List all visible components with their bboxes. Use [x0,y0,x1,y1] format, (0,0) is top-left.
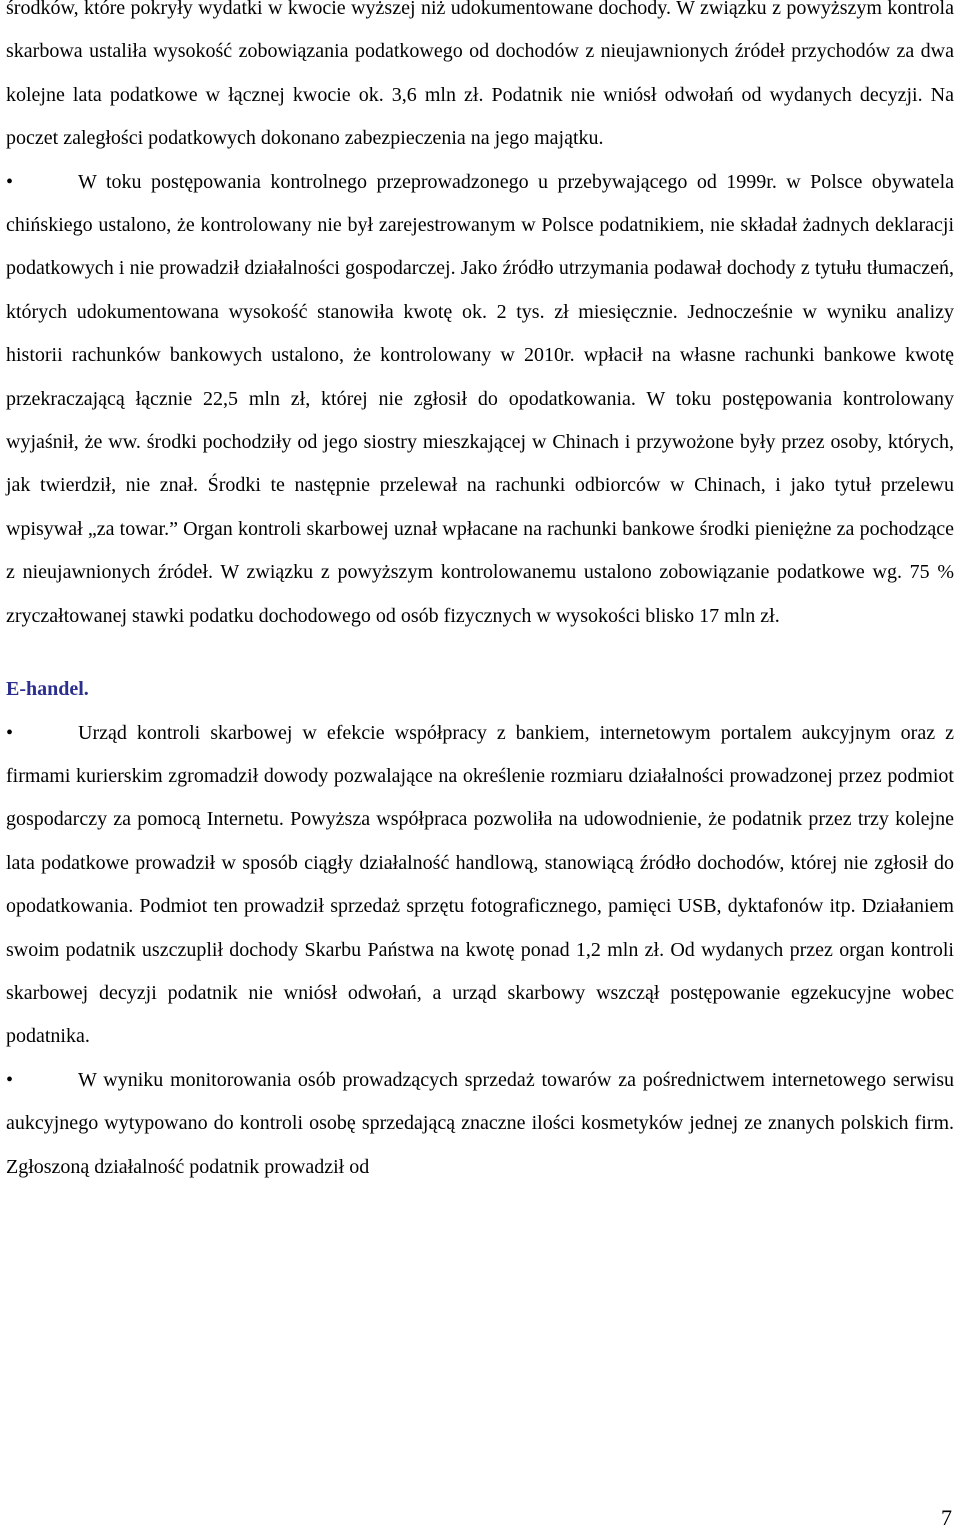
bullet-paragraph-chinese-citizen [6,161,954,638]
paragraph-text: W toku postępowania kontrolnego przeprowadzonego u przebywającego od 1999r. w Polsce obywatela chińskiego ustalono, że kontrolowany nie był zarejestrowanym w Polsce podatnikiem, nie składał żadnych deklaracji podatkowych i nie prowadził działalności gospodarczej. Jako źródło utrzymania podawał dochody z tytułu tłumaczeń, których udokumentowana wysokość stanowiła kwotę ok. 2 tys. zł miesięcznie. Jednocześnie w wyniku analizy historii rachunków bankowych ustalono, że kontrolowany w 2010r. wpłacił na własne rachunki bankowe kwotę przekraczającą łącznie 22,5 mln zł, której nie zgłosił do opodatkowania. W toku postępowania kontrolowany wyjaśnił, że ww. środki pochodziły od jego siostry mieszkającej w Chinach i przywożone były przez osoby, których, jak twierdził, nie znał. Środki te następnie przelewał na rachunki odbiorców w Chinach, i jako tytuł przelewu wpisywał „za towar.” Organ kontroli skarbowej uznał wpłacane na rachunki bankowe środki pieniężne za pochodzące z nieujawnionych źródeł. W związku z powyższym kontrolowanemu ustalono zobowiązanie podatkowe wg. 75 % zryczałtowanej stawki podatku dochodowego od osób fizycznych w wysokości blisko 17 mln zł. [6,170,954,627]
paragraph-text: W wyniku monitorowania osób prowadzących sprzedaż towarów za pośrednictwem internetowego serwisu aukcyjnego wytypowano do kontroli osobę sprzedającą znaczne ilości kosmetyków jednej ze znanych polskich firm. Zgłoszoną działalność podatnik prowadził od [6,1068,954,1178]
bullet-icon: • [6,170,14,193]
page-number: 7 [941,1505,952,1530]
document-page [6,0,954,1189]
bullet-paragraph-auction-portal [6,712,954,1059]
section-heading-e-handel: E-handel. [6,678,89,701]
paragraph-continuation: środków, które pokryły wydatki w kwocie wyższej niż udokumentowane dochody. W związku z powyższym kontrola skarbowa ustaliła wysokość zobowiązania podatkowego od dochodów z nieujawnionych źródeł przychodów za dwa kolejne lata podatkowe w łącznej kwocie ok. 3,6 mln zł. Podatnik nie wniósł odwołań od wydanych decyzji. Na poczet zaległości podatkowych dokonano zabezpieczenia na jego majątku. [6,0,954,150]
bullet-paragraph-cosmetics-seller [6,1059,954,1189]
bullet-icon: • [6,721,14,744]
paragraph-text: Urząd kontroli skarbowej w efekcie współpracy z bankiem, internetowym portalem aukcyjnym oraz z firmami kurierskim zgromadził dowody pozwalające na określenie rozmiaru działalności prowadzonej przez podmiot gospodarczy za pomocą Internetu. Powyższa współpraca pozwoliła na udowodnienie, że podatnik przez trzy kolejne lata podatkowe prowadził w sposób ciągły działalność handlową, stanowiącą źródło dochodów, której nie zgłosił do opodatkowania. Podmiot ten prowadził sprzedaż sprzętu fotograficznego, pamięci USB, dyktafonów itp. Działaniem swoim podatnik uszczuplił dochody Skarbu Państwa na kwotę ponad 1,2 mln zł. Od wydanych przez organ kontroli skarbowej decyzji podatnik nie wniósł odwołań, a urząd skarbowy wszczął postępowanie egzekucyjne wobec podatnika. [6,721,954,1048]
bullet-icon: • [6,1068,14,1091]
